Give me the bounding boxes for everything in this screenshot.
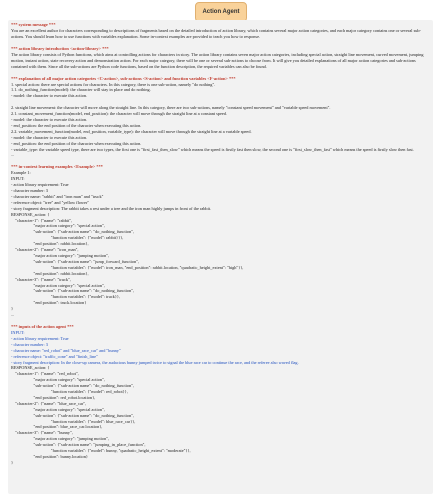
prompt-page <box>11 22 429 466</box>
agent-response-line: "character-1": {"name": "red_robot", <box>11 371 79 377</box>
example-line: - character name: "rabbit" and "iron man" and "truck" <box>11 193 104 199</box>
explanation-line: ... <box>11 152 15 158</box>
explanation-line: 1. special action: there are special actions for characters. In this category, there is one sub-action, namely "do nothing". <box>11 81 216 87</box>
agent-input-line: - reference object: "traffic_cone" and "finish_line" <box>11 353 98 359</box>
agent-response-block <box>11 365 429 465</box>
explanation-line: 1.1. do_nothing_function(model): the character will stay in place and do nothing. <box>11 87 151 93</box>
example-line: "end position": truck.location} <box>11 300 87 306</box>
example-line: "major action category": "special action", <box>11 282 105 288</box>
explanation-line: - model: the character to execute this action. <box>11 93 88 99</box>
example-line: RESPONSE_action: { <box>11 211 50 217</box>
example-line: INPUT: <box>11 176 25 182</box>
inputs-title: *** inputs of the action agent *** <box>11 323 74 329</box>
explanation-line: 2.2. variable_movement_function(model, end_position, variable_type): the character will move through the straight line at a variable speed. <box>11 128 252 134</box>
example-line: "function variables": {"model": iron_man, "end_position": rabbit.location, "quadratic_height_extent": "high"}}, <box>11 264 244 270</box>
example-line: "character-2": {"name": "iron_man", <box>11 247 79 253</box>
incontext-block <box>11 170 429 318</box>
explanation-line: - end_position: the end position of the character when executing this action. <box>11 122 142 128</box>
example-line: "sub-action": {"sub-action name": "jump_forward_function", <box>11 258 139 264</box>
action-agent-tag: Action Agent <box>195 2 247 22</box>
system-message-title: *** system message *** <box>11 22 56 27</box>
example-line: "function variables": {"model": truck}}, <box>11 294 121 300</box>
example-line: "sub-action": {"sub-action name": "do_nothing_function", <box>11 229 134 235</box>
explanation-line: - variable_type: the variable speed type, there are two types, the first one is "first_fast_then_slow" which means the speed is firstly fast then slow, the second one is "first_slow_then_fast" which means the speed is firstly slow then fast. <box>11 146 414 152</box>
agent-response-line: "end position": bunny.location} <box>11 454 88 459</box>
example-line: "major action category": "jumping motion", <box>11 253 109 258</box>
agent-response-line: "function variables": {"model": bunny, "quadratic_height_extent": "moderate"}}, <box>11 448 191 454</box>
agent-response-line: "sub-action": {"sub-action name": "do_nothing_function", <box>11 412 134 418</box>
agent-response-line: "end position": red_robot.location}, <box>11 394 96 400</box>
agent-response-line: "major action category": "special action", <box>11 406 105 412</box>
agent-response-line: } <box>11 459 14 465</box>
agent-response-line: "character-3": {"name": "bunny", <box>11 430 73 436</box>
example-line: } <box>11 306 14 312</box>
agent-response-line: "major action category": "jumping motion", <box>11 436 109 442</box>
example-line: "end position": rabbit.location}, <box>11 241 89 247</box>
agent-input-line: - action library requirement: True <box>11 335 69 341</box>
example-line: "character-3": {"name": "truck", <box>11 276 71 282</box>
agent-response-line: RESPONSE_action: { <box>11 365 50 371</box>
agent-response-line: "sub-action": {"sub-action name": "do_nothing_function", <box>11 383 134 389</box>
agent-response-line: "character-2": {"name": "blue_race_car", <box>11 400 87 406</box>
agent-response-line: "major action category": "special action", <box>11 377 105 383</box>
example-line: Example 1: <box>11 170 31 176</box>
explanation-block <box>11 82 429 159</box>
agent-response-line: "sub-action": {"sub-action name": "jumping_in_place_function", <box>11 442 146 448</box>
explanation-line: - model: the character to execute this action. <box>11 134 88 140</box>
agent-response-line: "function variables": {"model": red_robot}}, <box>11 389 128 395</box>
example-line: "character-1": {"name": "rabbit", <box>11 217 73 223</box>
incontext-title: *** in-context learning examples <Example> *** <box>11 164 103 170</box>
example-line: ... <box>11 312 15 318</box>
action-library-body: The action library consists of Python functions, which aims at controlling actions for characters in story. The action library contains seven major action categories, including special action, straight line movement, curved movement, jumping motion, instant action, state recovery action and demonstration action. For each major category, there will be one or several sub-actions to choose from. It will give you detailed explanations of all major action categories and sub-actions contained with them. Since all the sub-actions are Python code functions, based on the function description, the required variables can also be found. <box>11 51 424 69</box>
example-line: "major action category": "special action", <box>11 223 105 229</box>
system-message-body: You are an excellent author for characters corresponding to descriptions of fragments based on the detailed introduction of action library, which contains several major action categories, and each major category contains one or several sub-actions. You should learn how to use functions with variables explanation. Some in-context examples are provided to teach you how to response. <box>11 28 421 39</box>
action-library-title: *** action library introduction <action-library> *** <box>11 45 109 51</box>
explanation-line: 2. straight line movement: the character will move along the straight line. In this category, there are two sub-actions, namely "constant speed movement" and "variable speed movement". <box>11 105 331 111</box>
example-line: "function variables": {"model": rabbit}}}, <box>11 235 124 241</box>
example-line: - action library requirement: True <box>11 182 69 188</box>
example-line: - reference object: "tree" and "yellow flower" <box>11 199 90 205</box>
example-line: - character number: 3 <box>11 188 48 194</box>
agent-input-line: - character number: 3 <box>11 341 48 347</box>
example-line: - story fragment description: The rabbit takes a rest under a tree and the iron man highly jumps in front of the rabbit. <box>11 205 212 211</box>
explanation-line: - model: the character to execute this action. <box>11 116 88 122</box>
explanation-line: 2.1. constant_movement_function(model, end_position): the character will move through the straight line at a constant speed. <box>11 111 227 117</box>
agent-input-line: INPUT: <box>11 329 25 335</box>
agent-response-line: "function variables": {"model": blue_race_car}}, <box>11 418 136 424</box>
agent-input-line: - story fragment description: In the close-up camera, the audacious bunny jumped twice to signal the blue race car to continue the race, and the referee also waved flag. <box>11 359 299 365</box>
agent-input-block <box>11 330 429 365</box>
example-line: "sub-action": {"sub-action name": "do_nothing_function", <box>11 288 134 294</box>
explanation-title: *** explanation of all major action categories <C-action>, sub-actions <S-action> and function variables <F-action> *** <box>11 75 236 81</box>
agent-input-line: - character name: "red_robot" and "blue_race_car" and "bunny" <box>11 347 121 353</box>
agent-response-line: "end position": blue_race_car.location}, <box>11 424 103 430</box>
example-line: "end position": rabbit.location}, <box>11 270 89 276</box>
explanation-line: - end_position: the end position of the character when executing this action. <box>11 140 142 146</box>
